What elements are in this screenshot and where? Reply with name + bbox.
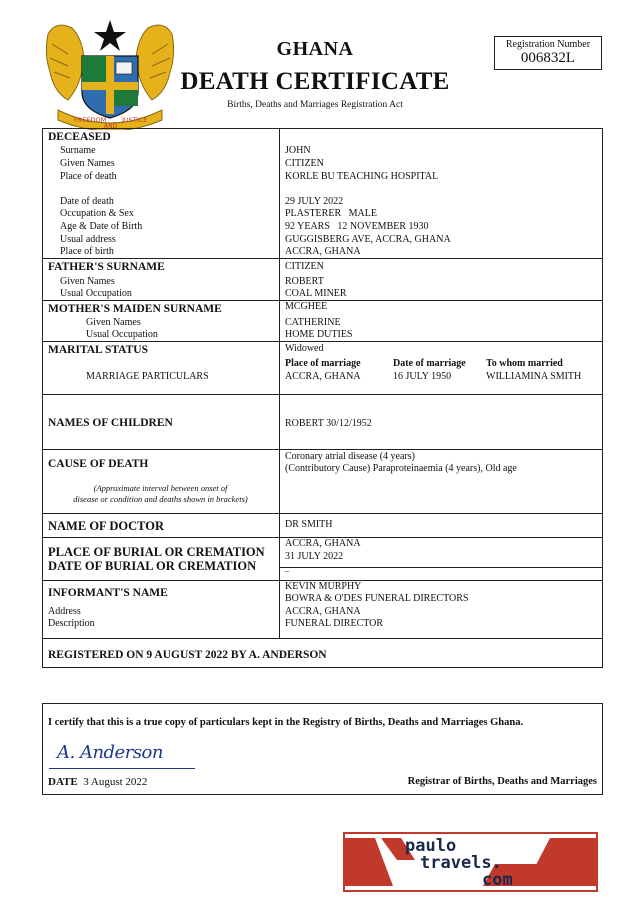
row-divider <box>43 638 602 639</box>
mother-label-given: Given Names <box>86 317 141 328</box>
informant-label-address: Address <box>48 606 81 617</box>
marriage-date: 16 JULY 1950 <box>393 371 452 382</box>
deceased-label-occupation: Occupation & Sex <box>60 208 134 219</box>
deceased-heading: DECEASED <box>48 131 111 143</box>
father-value-given: ROBERT <box>285 276 324 287</box>
registrar-title: Registrar of Births, Deaths and Marriages <box>407 776 597 787</box>
logo-line2: travels. <box>420 853 502 873</box>
burial-subdivider <box>279 567 602 568</box>
burial-place-heading: PLACE OF BURIAL OR CREMATION <box>48 545 265 559</box>
father-label-occupation: Usual Occupation <box>60 288 132 299</box>
marriage-col-date: Date of marriage <box>393 358 466 369</box>
marriage-particulars-label: MARRIAGE PARTICULARS <box>86 371 209 382</box>
country-title: GHANA <box>276 38 354 60</box>
paulotravels-logo <box>343 832 598 892</box>
marriage-place: ACCRA, GHANA <box>285 371 361 382</box>
document-title: DEATH CERTIFICATE <box>180 68 450 95</box>
deceased-label-given: Given Names <box>60 158 115 169</box>
doctor-value: DR SMITH <box>285 519 333 530</box>
cause-note <box>48 483 273 505</box>
deceased-value-address: GUGGISBERG AVE, ACCRA, GHANA <box>285 234 451 245</box>
doctor-heading: NAME OF DOCTOR <box>48 519 164 533</box>
informant-label-description: Description <box>48 618 95 629</box>
informant-value-name: KEVIN MURPHY <box>285 581 362 592</box>
mother-value-given: CATHERINE <box>285 317 341 328</box>
mother-value-surname: MCGHEE <box>285 301 328 312</box>
children-value: ROBERT 30/12/1952 <box>285 418 372 429</box>
deceased-value-age: 92 YEARS 12 NOVEMBER 1930 <box>285 221 429 232</box>
marital-heading: MARITAL STATUS <box>48 344 149 356</box>
certify-date-value: 3 August 2022 <box>83 776 148 788</box>
deceased-label-address: Usual address <box>60 234 116 245</box>
burial-date-heading: DATE OF BURIAL OR CREMATION <box>48 559 257 573</box>
signature-underline <box>49 768 195 769</box>
marriage-col-whom: To whom married <box>486 358 563 369</box>
row-divider <box>43 394 602 395</box>
burial-date-value: 31 JULY 2022 <box>285 551 344 562</box>
registration-number-value: 006832L <box>520 50 576 66</box>
deceased-value-surname: JOHN <box>285 145 311 156</box>
marriage-col-place: Place of marriage <box>285 358 361 369</box>
cause-line2: (Contributory Cause) Paraproteinaemia (4 years), Old age <box>285 463 517 474</box>
motto-center: AND <box>104 123 118 130</box>
informant-value-description: FUNERAL DIRECTOR <box>285 618 384 629</box>
mother-heading: MOTHER'S MAIDEN SURNAME <box>48 303 222 315</box>
deceased-value-given: CITIZEN <box>285 158 324 169</box>
father-value-occupation: COAL MINER <box>285 288 347 299</box>
father-heading: FATHER'S SURNAME <box>48 261 165 273</box>
mother-value-occupation: HOME DUTIES <box>285 329 353 340</box>
registration-number-label: Registration Number <box>505 39 591 50</box>
act-subtitle: Births, Deaths and Marriages Registration Act <box>227 100 403 110</box>
motto-right: JUSTICE <box>122 116 148 124</box>
registration-number-box <box>494 36 602 70</box>
father-label-given: Given Names <box>60 276 115 287</box>
children-heading: NAMES OF CHILDREN <box>48 417 173 429</box>
cause-note-line1: (Approximate interval between onset of <box>93 483 228 493</box>
certify-date-row <box>48 776 147 788</box>
deceased-value-place-death: KORLE BU TEACHING HOSPITAL <box>285 171 439 182</box>
marital-status-value: Widowed <box>285 343 324 354</box>
informant-heading: INFORMANT'S NAME <box>48 587 168 599</box>
row-divider <box>43 449 602 450</box>
ghana-coat-of-arms <box>38 14 182 130</box>
certify-date-label: DATE <box>48 776 78 788</box>
column-divider <box>279 129 280 638</box>
deceased-label-date-death: Date of death <box>60 196 114 207</box>
logo-line3: com <box>482 870 513 890</box>
certification-box <box>42 703 603 795</box>
marriage-spouse: WILLIAMINA SMITH <box>486 371 582 382</box>
certificate-table <box>42 128 603 668</box>
deceased-label-place-death: Place of death <box>60 171 117 182</box>
deceased-value-date-death: 29 JULY 2022 <box>285 196 344 207</box>
row-divider <box>43 513 602 514</box>
father-value-surname: CITIZEN <box>285 261 324 272</box>
deceased-label-surname: Surname <box>60 145 96 156</box>
informant-value-company: BOWRA & O'DES FUNERAL DIRECTORS <box>285 593 469 604</box>
mother-label-occupation: Usual Occupation <box>86 329 158 340</box>
burial-place-value: ACCRA, GHANA <box>285 538 361 549</box>
informant-value-address: ACCRA, GHANA <box>285 606 361 617</box>
deceased-label-age: Age & Date of Birth <box>60 221 143 232</box>
registrar-signature: A. Anderson <box>57 742 163 763</box>
deceased-value-occupation: PLASTERER MALE <box>285 208 377 219</box>
burial-extra-value: – <box>285 566 289 575</box>
motto-left: FREEDOM <box>74 116 107 124</box>
cause-note-line2: disease or condition and deaths shown in brackets) <box>73 494 248 504</box>
registered-statement: REGISTERED ON 9 AUGUST 2022 BY A. ANDERSON <box>48 649 327 661</box>
deceased-value-birthplace: ACCRA, GHANA <box>285 246 361 257</box>
logo-line1: paulo <box>405 836 457 856</box>
cause-line1: Coronary atrial disease (4 years) <box>285 451 415 462</box>
deceased-label-birthplace: Place of birth <box>60 246 114 257</box>
cause-heading: CAUSE OF DEATH <box>48 458 149 470</box>
certify-statement: I certify that this is a true copy of particulars kept in the Registry of Births, Deaths and Marriages Ghana. <box>48 717 524 728</box>
